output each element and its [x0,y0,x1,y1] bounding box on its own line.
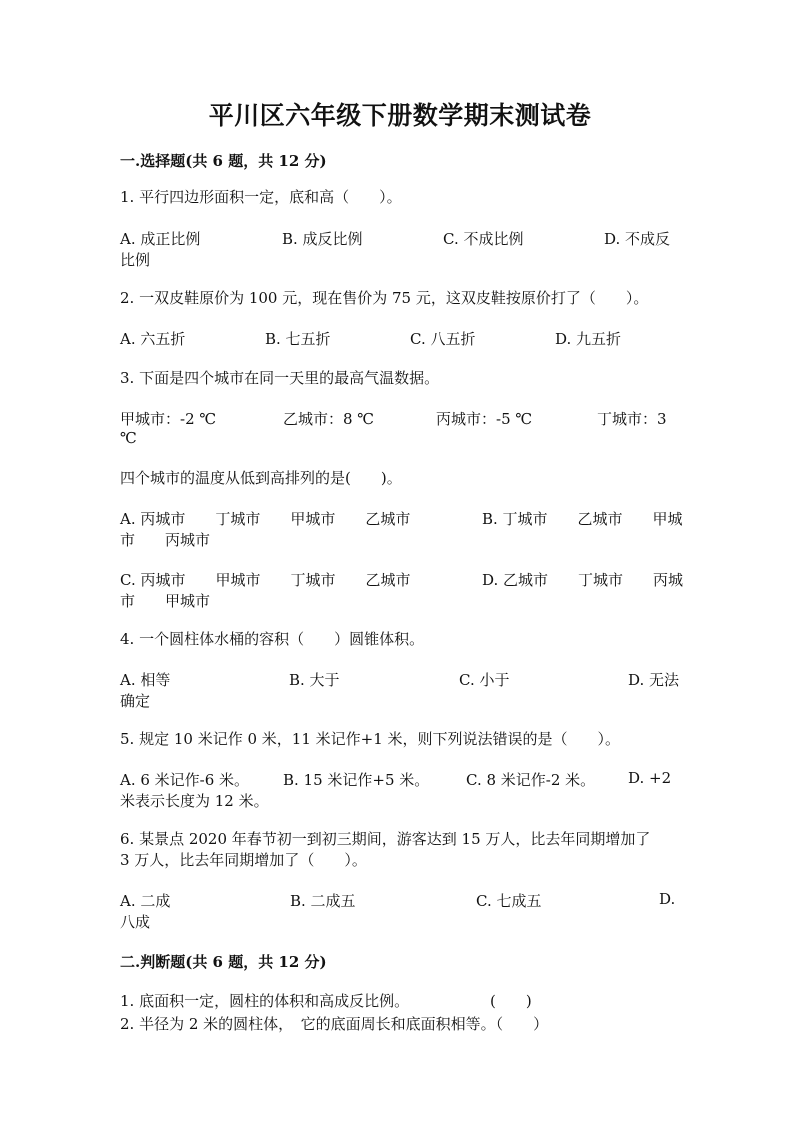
question-3-option-c: C. 丙城市 甲城市 丁城市 乙城市 [120,571,411,589]
question-1-option-c: C. 不成比例 [443,230,524,248]
question-5-option-d: D. +2 [628,769,672,787]
question-2-stem: 2. 一双皮鞋原价为 100 元，现在售价为 75 元，这双皮鞋按原价打了（ ）。 [120,289,649,307]
question-6-stem-line-2: 3 万人，比去年同期增加了（ ）。 [120,851,367,869]
question-5-option-a: A. 6 米记作-6 米。 [120,771,250,789]
question-6-option-c: C. 七成五 [476,892,542,910]
section-heading-choice: 一.选择题(共 6 题，共 12 分) [120,152,327,170]
question-1-option-d: D. 不成反 [604,230,671,248]
question-6-option-a: A. 二成 [120,892,171,910]
question-4-option-d-continued: 确定 [120,692,151,710]
question-5-option-c: C. 8 米记作-2 米。 [466,771,596,789]
judgement-1-answer-blank: ( ) [490,992,532,1010]
question-5-option-b: B. 15 米记作+5 米。 [283,771,430,789]
section-heading-judgement: 二.判断题(共 6 题，共 12 分) [120,953,327,971]
question-3-city-b: 乙城市：8 ℃ [283,410,375,428]
question-3-stem-2: 四个城市的温度从低到高排列的是( )。 [120,469,402,487]
question-2-option-b: B. 七五折 [265,330,331,348]
question-5-stem: 5. 规定 10 米记作 0 米，11 米记作+1 米，则下列说法错误的是（ ）。 [120,730,621,748]
question-3-city-d: 丁城市：3 [597,410,667,428]
question-2-option-a: A. 六五折 [120,330,186,348]
question-3-option-d-continued: 市 甲城市 [120,592,211,610]
judgement-2-stem: 2. 半径为 2 米的圆柱体， 它的底面周长和底面积相等。（ ） [120,1015,549,1033]
question-2-option-c: C. 八五折 [410,330,476,348]
question-6-stem-line-1: 6. 某景点 2020 年春节初一到初三期间，游客达到 15 万人，比去年同期增加了 [120,830,651,848]
judgement-1-stem: 1. 底面积一定，圆柱的体积和高成反比例。 [120,992,410,1010]
question-4-option-d: D. 无法 [628,671,680,689]
question-2-option-d: D. 九五折 [555,330,622,348]
question-4-stem: 4. 一个圆柱体水桶的容积（ ）圆锥体积。 [120,630,425,648]
question-4-option-b: B. 大于 [289,671,340,689]
question-3-option-a: A. 丙城市 丁城市 甲城市 乙城市 [120,510,411,528]
question-4-option-a: A. 相等 [120,671,171,689]
question-1-option-d-continued: 比例 [120,251,151,269]
question-6-option-d: D. [659,890,676,908]
question-3-option-d: D. 乙城市 丁城市 丙城 [482,571,684,589]
question-3-option-b-continued: 市 丙城市 [120,531,211,549]
question-6-option-b: B. 二成五 [290,892,356,910]
question-1-option-a: A. 成正比例 [120,230,201,248]
question-3-city-d-continued: ℃ [120,429,137,447]
question-3-stem: 3. 下面是四个城市在同一天里的最高气温数据。 [120,369,440,387]
question-1-stem: 1. 平行四边形面积一定，底和高（ ）。 [120,188,402,206]
question-5-option-d-continued: 米表示长度为 12 米。 [120,792,269,810]
page-title: 平川区六年级下册数学期末测试卷 [208,101,592,130]
question-1-option-b: B. 成反比例 [282,230,363,248]
question-3-city-c: 丙城市：-5 ℃ [436,410,533,428]
question-4-option-c: C. 小于 [459,671,510,689]
question-3-city-a: 甲城市：-2 ℃ [120,410,217,428]
question-6-option-d-continued: 八成 [120,913,151,931]
question-3-option-b: B. 丁城市 乙城市 甲城 [482,510,683,528]
